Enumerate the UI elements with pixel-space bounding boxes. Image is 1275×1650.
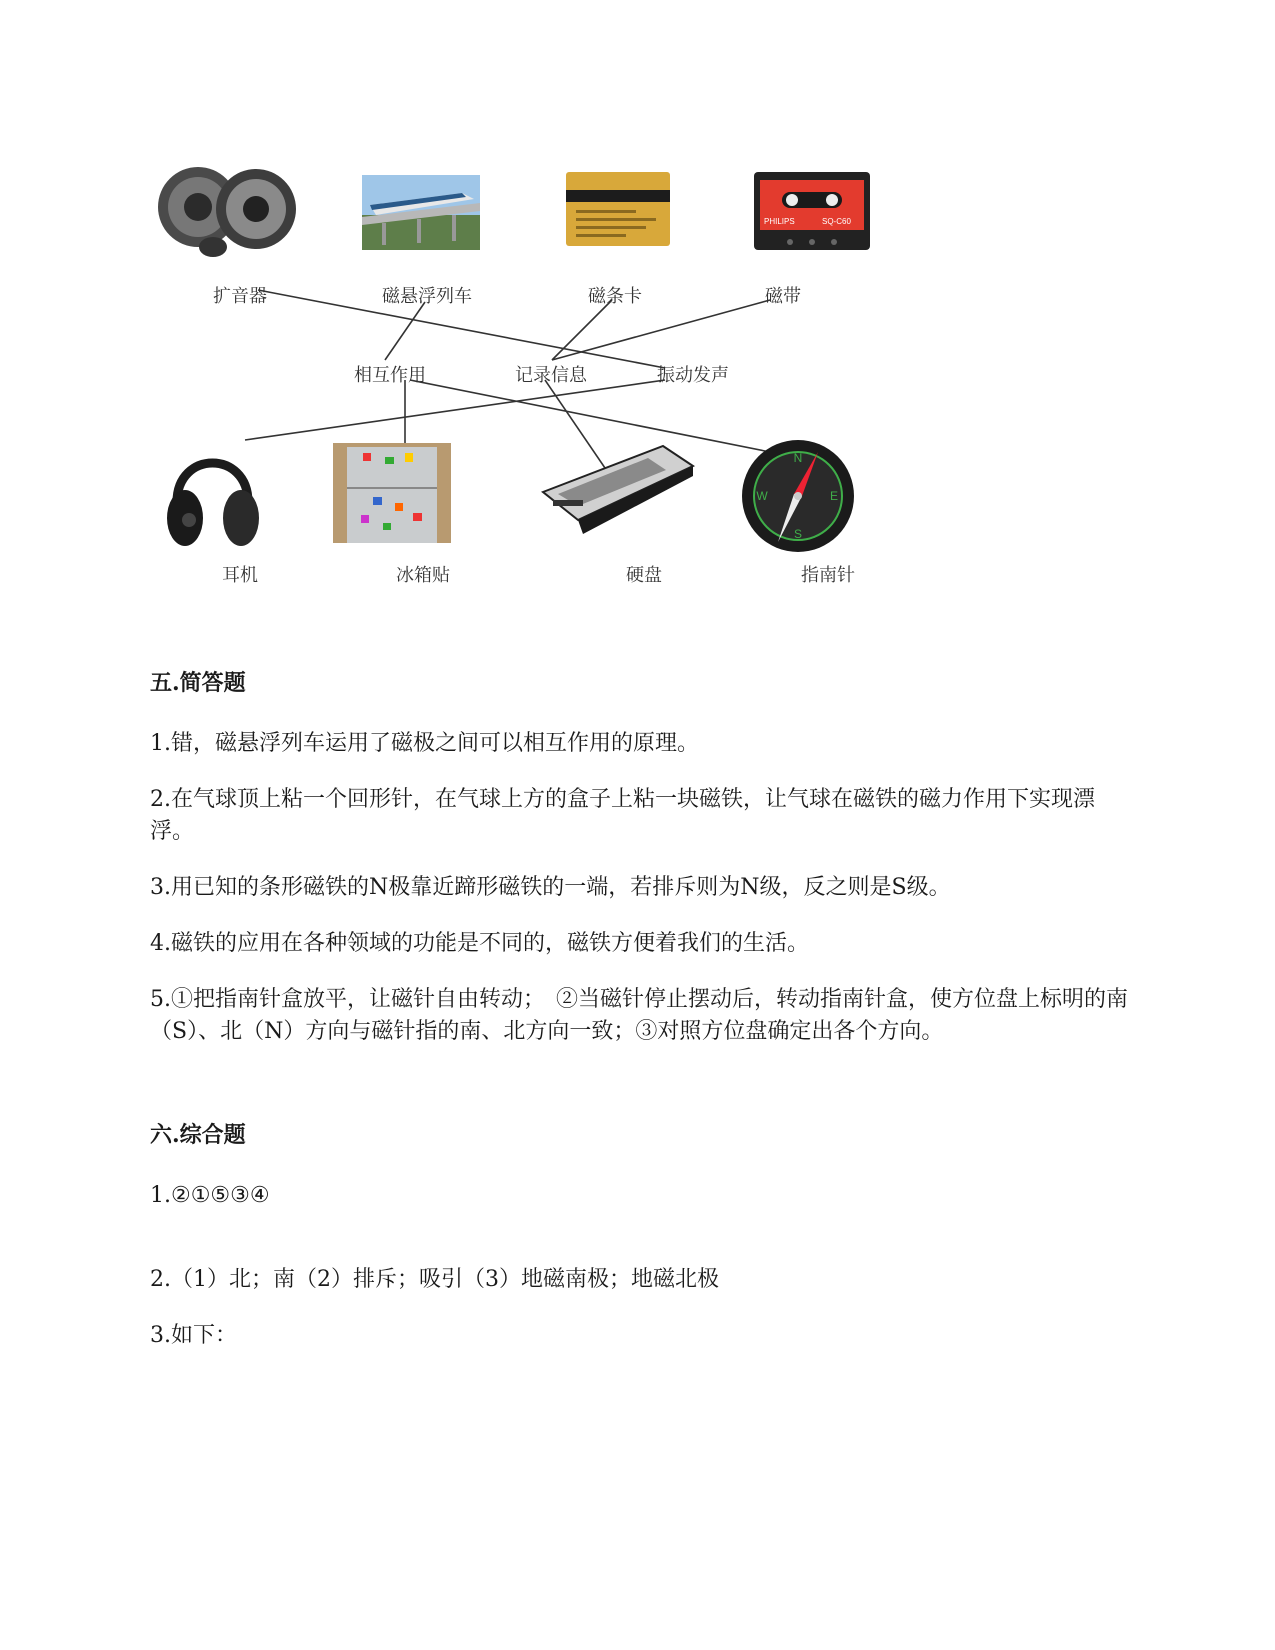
section6-title: 六.综合题 xyxy=(150,1122,246,1148)
line-maglev-interact xyxy=(385,302,425,360)
compass-image xyxy=(740,438,856,554)
fridge-magnet-image xyxy=(333,443,451,543)
compass-south: S xyxy=(793,527,803,541)
section6-answer-1: 1.②①⑤③④ xyxy=(150,1183,270,1208)
tape-model: SQ-C60 xyxy=(822,217,851,226)
label-hard-disk: 硬盘 xyxy=(626,565,662,586)
section5-answer-1: 1.错，磁悬浮列车运用了磁极之间可以相互作用的原理。 xyxy=(150,731,699,756)
section5-answer-5: 5.①把指南针盒放平，让磁针自由转动； ②当磁针停止摆动后，转动指南针盒，使方位盘上标明的南（S）、北（N）方向与磁针指的南、北方向一致；③对照方位盘确定出各个方向。 xyxy=(150,987,1128,1044)
label-tape: 磁带 xyxy=(765,286,801,307)
label-headphones: 耳机 xyxy=(222,565,258,586)
section5-answer-2: 2.在气球顶上粘一个回形针，在气球上方的盒子上粘一块磁铁，让气球在磁铁的磁力作用下实现漂浮。 xyxy=(150,787,1095,844)
compass-east: E xyxy=(829,489,839,503)
label-fridge-magnet: 冰箱贴 xyxy=(396,565,450,586)
compass-west: W xyxy=(756,489,768,503)
cassette-tape-image xyxy=(754,172,870,250)
section6-answer-2: 2.（1）北；南（2）排斥；吸引（3）地磁南极；地磁北极 xyxy=(150,1267,719,1292)
matching-figure xyxy=(0,0,1275,620)
maglev-train-image xyxy=(362,175,480,250)
section5-title: 五.简答题 xyxy=(150,670,246,696)
section5-answer-4: 4.磁铁的应用在各种领域的功能是不同的，磁铁方便着我们的生活。 xyxy=(150,931,809,956)
headphones-image xyxy=(165,440,260,552)
label-speaker: 扩音器 xyxy=(213,286,267,307)
label-vibrate-sound: 振动发声 xyxy=(657,365,729,386)
label-compass: 指南针 xyxy=(801,565,855,586)
tape-brand: PHILIPS xyxy=(764,217,795,226)
hard-disk-image xyxy=(538,442,698,540)
section6-answer-3: 3.如下： xyxy=(150,1323,237,1348)
label-maglev-train: 磁悬浮列车 xyxy=(382,286,472,307)
label-interaction: 相互作用 xyxy=(354,365,426,386)
label-magnetic-card: 磁条卡 xyxy=(588,286,642,307)
magnetic-card-image xyxy=(566,172,670,246)
line-tape-record xyxy=(552,300,770,360)
speaker-image xyxy=(158,165,298,260)
section5-answer-3: 3.用已知的条形磁铁的N极靠近蹄形磁铁的一端，若排斥则为N级，反之则是S级。 xyxy=(150,875,951,900)
compass-north: N xyxy=(793,451,803,465)
label-record-info: 记录信息 xyxy=(515,365,587,386)
